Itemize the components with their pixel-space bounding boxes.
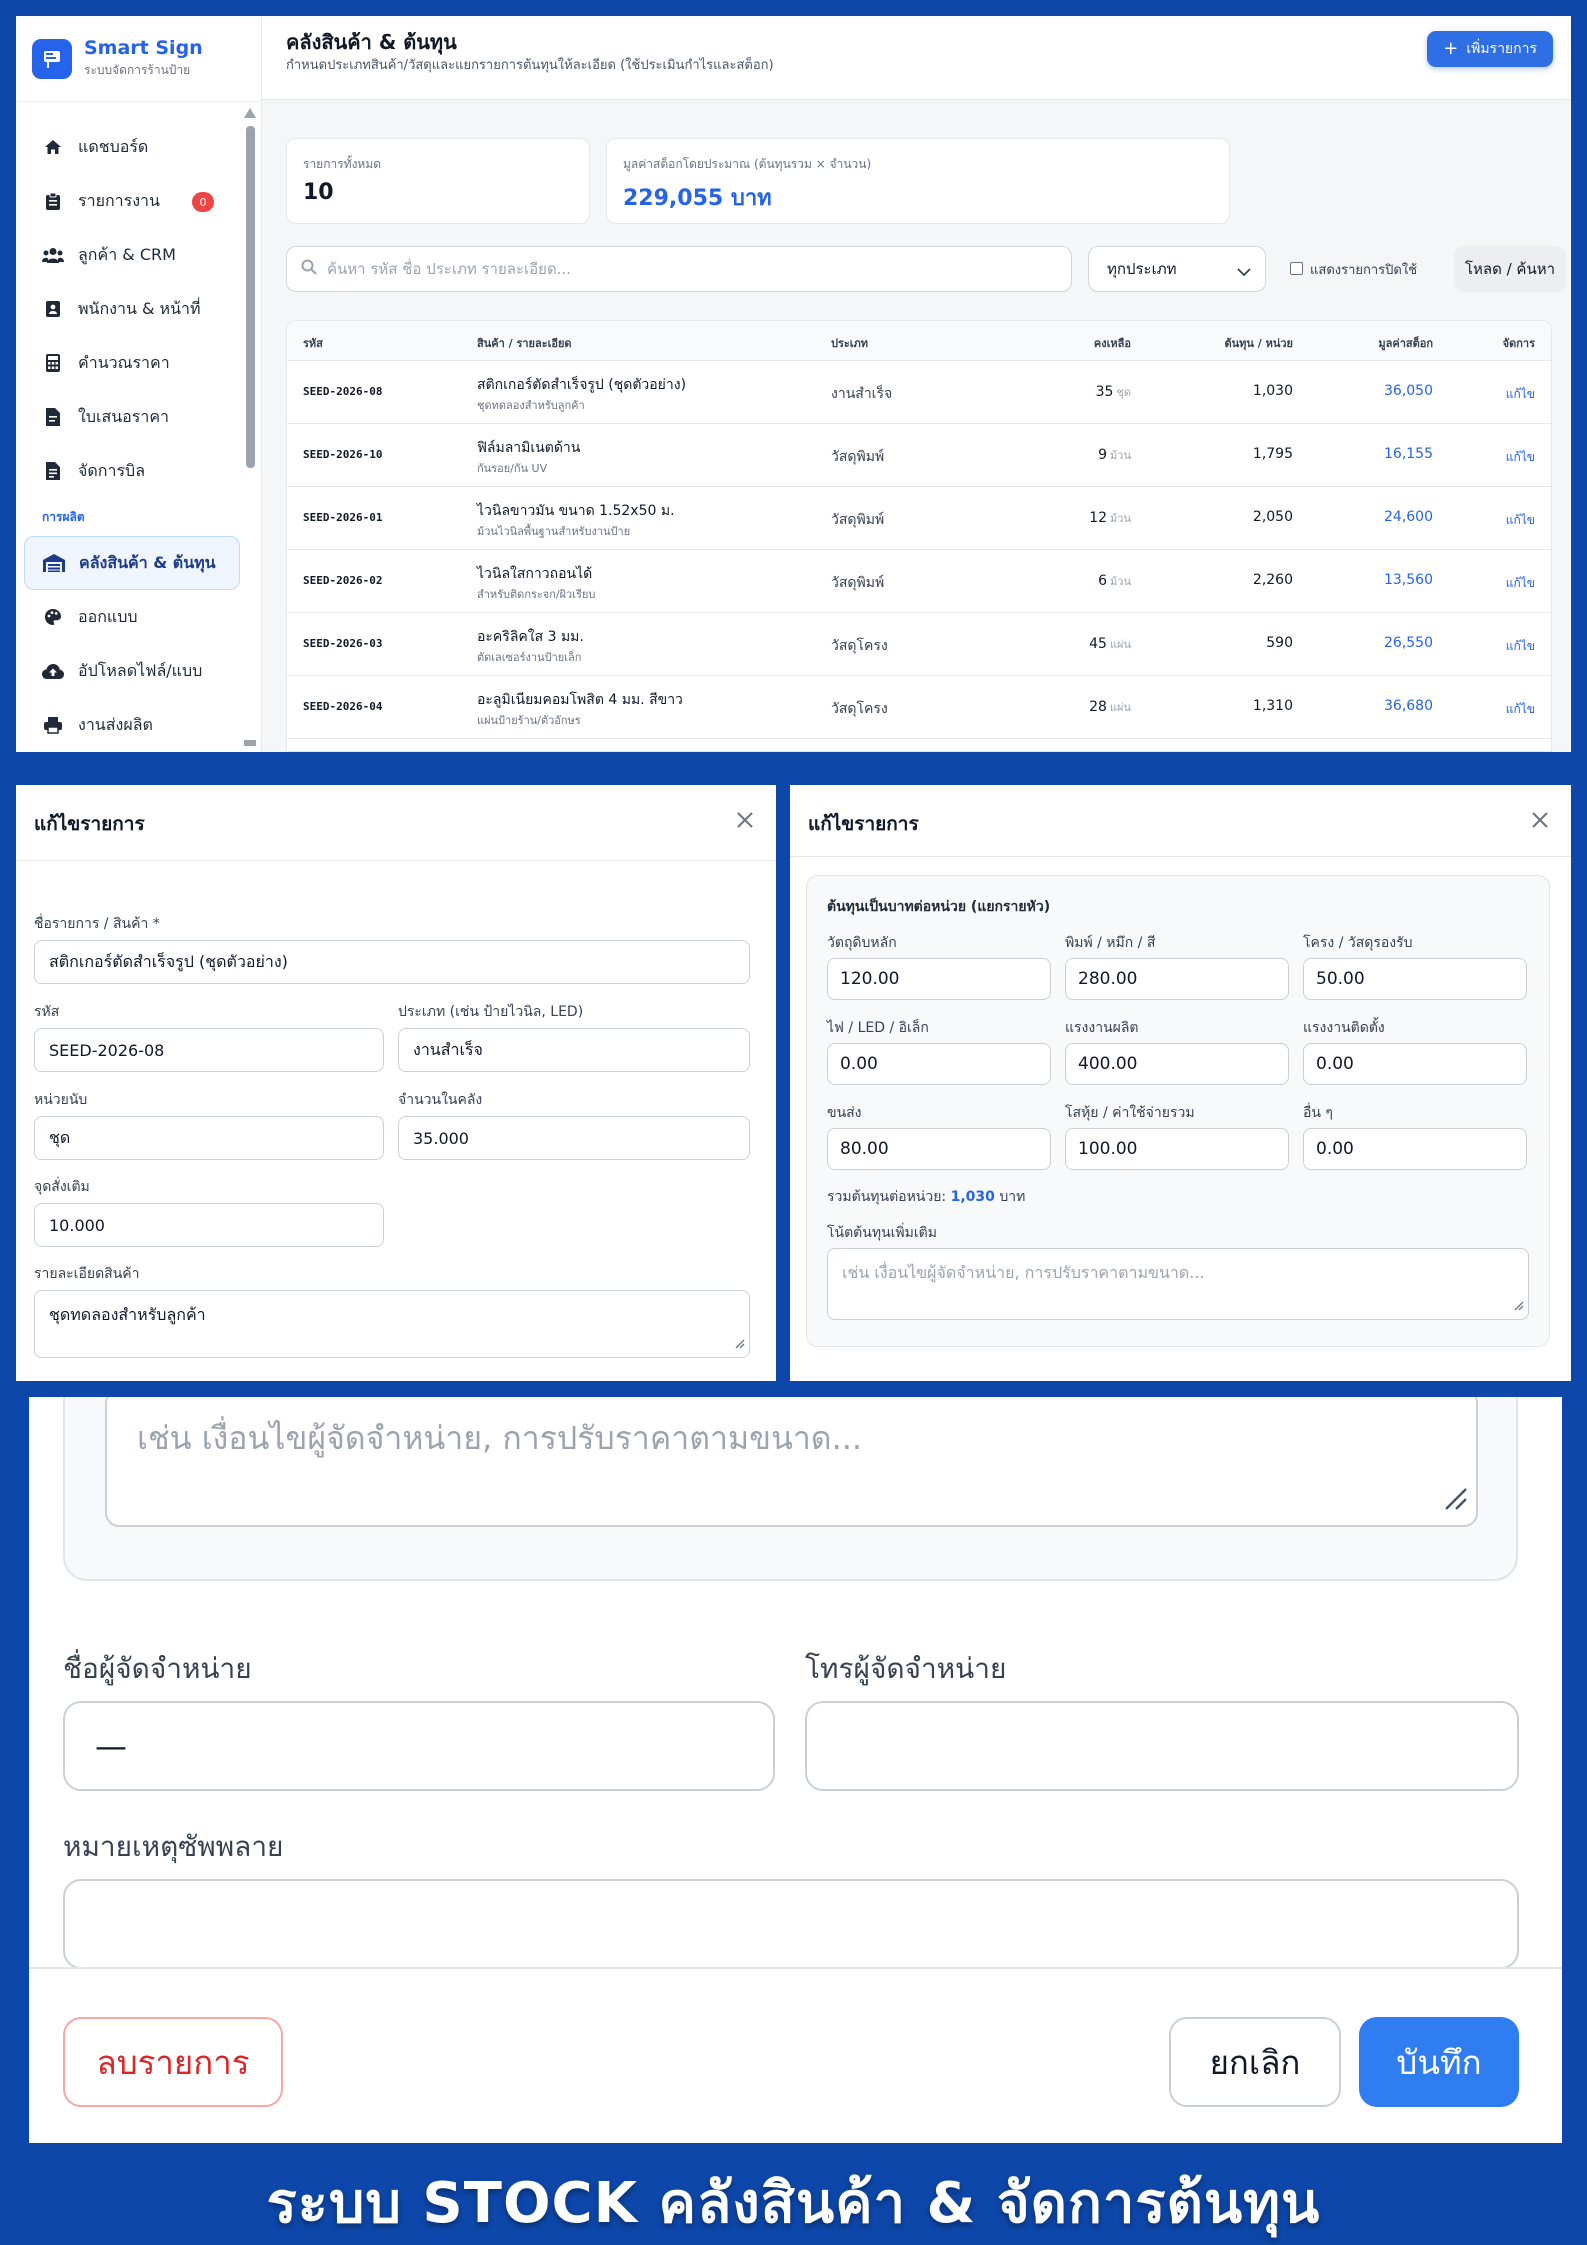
cost-overhead-label: โสหุ้ย / ค่าใช้จ่ายรวม (1065, 1105, 1195, 1121)
row-stock-value: 36,680 (1384, 698, 1433, 714)
bill-icon (42, 460, 64, 482)
cost-material-label: วัตถุดิบหลัก (827, 935, 897, 951)
stat-total-label: รายการทั้งหมด (303, 157, 382, 171)
page-header (262, 16, 1571, 100)
sidebar-item-design[interactable] (24, 590, 240, 644)
sidebar-item-label: คำนวณราคา (78, 352, 170, 372)
row-qty: 35 (1095, 384, 1114, 400)
table-header (287, 321, 1551, 361)
modal-header (16, 785, 776, 861)
row-qty: 28 (1089, 699, 1107, 715)
total-suffix: บาท (999, 1189, 1026, 1205)
row-remaining (1089, 509, 1131, 527)
sidebar-section-production: การผลิต (42, 509, 85, 524)
edit-cost-modal (790, 785, 1571, 1381)
supplier-remark-label: หมายเหตุซัพพลาย (63, 1830, 284, 1863)
row-qty: 9 (1098, 447, 1108, 463)
col-unit-cost: ต้นทุน / หน่วย (1224, 337, 1293, 350)
table-row (287, 550, 1551, 613)
scrollbar-thumb[interactable] (246, 126, 255, 468)
row-unit-cost: 2,050 (1252, 509, 1293, 525)
resize-grip-icon[interactable] (1442, 1481, 1468, 1519)
col-actions: จัดการ (1502, 337, 1535, 350)
col-code: รหัส (303, 337, 323, 350)
row-unit: ม้วน (1110, 449, 1131, 462)
row-remaining (1089, 698, 1131, 716)
supplier-remark-field[interactable] (63, 1879, 1519, 1969)
search-icon (301, 259, 317, 279)
sidebar-item-label: แดชบอร์ด (78, 136, 149, 156)
unit-label: หน่วยนับ (34, 1092, 88, 1108)
chevron-down-icon (1237, 263, 1251, 281)
scroll-up-arrow-icon[interactable] (244, 108, 256, 118)
row-remaining (1098, 446, 1131, 464)
sidebar-item-label: จัดการบิล (78, 460, 145, 480)
row-unit-cost: 1,030 (1252, 383, 1293, 399)
row-stock-value: 26,550 (1384, 635, 1433, 651)
row-edit-link[interactable]: แก้ไข (1505, 387, 1535, 401)
row-product-name: อะลูมิเนียมคอมโพสิต 4 มม. สีขาว (477, 692, 683, 708)
row-product-desc: ตัดเลเซอร์งานป้ายเล็ก (477, 651, 582, 664)
id-card-icon (42, 298, 64, 320)
table-row (287, 361, 1551, 424)
row-type: วัสดุโครง (831, 638, 888, 654)
cost-note-textarea-zoom[interactable] (105, 1397, 1478, 1527)
row-type: งานสำเร็จ (831, 386, 893, 402)
sidebar-item-calculator[interactable] (24, 336, 240, 390)
modal-title: แก้ไขรายการ (808, 813, 919, 835)
cost-labor-input[interactable]: 400.00 (1065, 1043, 1289, 1085)
table-row (287, 676, 1551, 739)
brand-subtitle: ระบบจัดการร้านป้าย (84, 63, 191, 77)
cost-note-label: โน้ตต้นทุนเพิ่มเติม (827, 1225, 937, 1241)
resize-grip-icon[interactable] (733, 1334, 745, 1353)
type-filter-select[interactable] (1088, 246, 1266, 292)
code-field[interactable]: SEED-2026-08 (34, 1028, 384, 1072)
row-unit: ชุด (1116, 386, 1131, 399)
sidebar-item-label: รายการงาน (78, 190, 160, 210)
page-title: คลังสินค้า & ต้นทุน (286, 30, 457, 54)
row-unit-cost: 2,260 (1252, 572, 1293, 588)
plus-icon: + (1443, 38, 1459, 59)
reload-search-button[interactable]: โหลด / ค้นหา (1454, 246, 1566, 292)
row-product-name: อะคริลิคใส 3 มม. (477, 629, 584, 645)
search-placeholder: ค้นหา รหัส ชื่อ ประเภท รายละเอียด... (327, 260, 571, 278)
cloud-upload-icon (42, 660, 64, 682)
row-edit-link[interactable]: แก้ไข (1505, 513, 1535, 527)
warehouse-icon (43, 552, 65, 574)
sidebar-nav (24, 120, 240, 752)
search-input[interactable] (286, 246, 1072, 292)
type-filter-value: ทุกประเภท (1107, 260, 1177, 278)
row-code: SEED-2026-03 (303, 637, 383, 650)
sidebar-item-production-jobs[interactable] (24, 698, 240, 752)
users-icon (42, 244, 64, 266)
close-icon[interactable] (1531, 811, 1549, 833)
page-subtitle: กำหนดประเภทสินค้า/วัสดุและแยกรายการต้นทุนให้ละเอียด (ใช้ประเมินกำไรและสต็อก) (286, 58, 774, 73)
row-edit-link[interactable]: แก้ไข (1505, 702, 1535, 716)
scroll-down-arrow-icon[interactable] (244, 740, 256, 746)
row-code: SEED-2026-10 (303, 448, 383, 461)
row-remaining (1098, 572, 1131, 590)
row-qty: 12 (1089, 510, 1108, 526)
sidebar-scrollbar[interactable] (244, 108, 256, 748)
row-stock-value: 36,050 (1384, 383, 1433, 399)
modal-title: แก้ไขรายการ (34, 813, 145, 835)
cancel-button[interactable]: ยกเลิก (1169, 2017, 1341, 2107)
sidebar-item-label: ออกแบบ (78, 606, 138, 626)
sign-logo-icon (32, 39, 72, 79)
row-unit-cost: 590 (1266, 635, 1293, 651)
sidebar-item-upload[interactable] (24, 644, 240, 698)
row-code: SEED-2026-01 (303, 511, 383, 524)
cost-breakdown-box (806, 875, 1550, 1347)
calculator-icon (42, 352, 64, 374)
quantity-label: จำนวนในคลัง (398, 1092, 483, 1108)
row-type: วัสดุพิมพ์ (831, 575, 885, 591)
stat-total-items (286, 138, 590, 224)
cost-overhead-input[interactable]: 100.00 (1065, 1128, 1289, 1170)
row-code: SEED-2026-02 (303, 574, 383, 587)
cost-frame-input[interactable]: 50.00 (1303, 958, 1527, 1000)
cost-note-placeholder-zoom: เช่น เงื่อนไขผู้จัดจำหน่าย, การปรับราคาตามขนาด... (137, 1419, 863, 1457)
name-label: ชื่อรายการ / สินค้า * (34, 916, 160, 932)
row-qty: 45 (1089, 636, 1107, 652)
add-item-label: เพิ่มรายการ (1466, 41, 1537, 57)
sidebar-item-jobs[interactable] (24, 174, 240, 228)
type-field[interactable]: งานสำเร็จ (398, 1028, 750, 1072)
cost-other-input[interactable]: 0.00 (1303, 1128, 1527, 1170)
row-stock-value: 16,155 (1384, 446, 1433, 462)
inventory-table (286, 320, 1552, 752)
row-qty: 6 (1098, 573, 1108, 589)
sidebar-item-label: งานส่งผลิต (78, 714, 153, 734)
home-icon (42, 136, 64, 158)
cost-breakdown-box-zoom (63, 1397, 1518, 1581)
detail-textarea[interactable] (34, 1290, 750, 1358)
main-content (262, 16, 1571, 752)
row-product-desc: กันรอย/กัน UV (477, 462, 548, 475)
row-edit-link[interactable]: แก้ไข (1505, 450, 1535, 464)
row-code: SEED-2026-08 (303, 385, 383, 398)
reorder-label: จุดสั่งเติม (34, 1179, 90, 1195)
row-edit-link[interactable]: แก้ไข (1505, 576, 1535, 590)
sidebar-item-label: พนักงาน & หน้าที่ (78, 298, 201, 318)
row-product-desc: แผ่นป้ายร้าน/ตัวอักษร (477, 714, 581, 727)
unit-cost-total (827, 1186, 1025, 1208)
brand-name: Smart Sign (84, 37, 203, 59)
cost-note-placeholder: เช่น เงื่อนไขผู้จัดจำหน่าย, การปรับราคาตามขนาด... (842, 1263, 1205, 1282)
supplier-name-field[interactable]: — (63, 1701, 775, 1791)
sidebar-item-label: ใบเสนอราคา (78, 406, 170, 426)
row-unit-cost: 1,310 (1252, 698, 1293, 714)
type-label: ประเภท (เช่น ป้ายไวนิล, LED) (398, 1004, 584, 1020)
table-row (287, 613, 1551, 676)
sidebar-item-staff[interactable] (24, 282, 240, 336)
sidebar-item-bills[interactable] (24, 444, 240, 498)
cost-electric-input[interactable]: 0.00 (827, 1043, 1051, 1085)
cost-note-textarea[interactable] (827, 1248, 1529, 1320)
supplier-name-label: ชื่อผู้จัดจำหน่าย (63, 1652, 252, 1685)
row-product-desc: ม้วนไวนิลพื้นฐานสำหรับงานป้าย (477, 525, 631, 538)
row-unit-cost: 1,795 (1252, 446, 1293, 462)
row-unit: แผ่น (1109, 638, 1131, 651)
row-type: วัสดุพิมพ์ (831, 449, 885, 465)
edit-item-modal (16, 785, 776, 1381)
sidebar-item-label: ลูกค้า & CRM (78, 244, 176, 264)
brand[interactable] (16, 16, 261, 102)
show-disabled-label: แสดงรายการปิดใช้ (1310, 263, 1418, 278)
row-remaining (1096, 383, 1131, 401)
detail-text: ชุดทดลองสำหรับลูกค้า (49, 1305, 206, 1324)
sidebar-item-customers[interactable] (24, 228, 240, 282)
row-unit: ม้วน (1110, 575, 1131, 588)
detail-label: รายละเอียดสินค้า (34, 1266, 140, 1282)
sidebar-item-label: คลังสินค้า & ต้นทุน (79, 552, 216, 572)
sidebar (16, 16, 262, 752)
reorder-field[interactable]: 10.000 (34, 1203, 384, 1247)
col-stock-value: มูลค่าสต็อก (1378, 337, 1433, 350)
sidebar-item-dashboard[interactable] (24, 120, 240, 174)
delete-item-button[interactable]: ลบรายการ (63, 2017, 283, 2107)
row-type: วัสดุพิมพ์ (831, 512, 885, 528)
cost-print-label: พิมพ์ / หมึก / สี (1065, 935, 1156, 951)
row-code: SEED-2026-04 (303, 700, 383, 713)
cost-electric-label: ไฟ / LED / อิเล็ก (827, 1020, 929, 1036)
unit-field[interactable]: ชุด (34, 1116, 384, 1160)
cost-shipping-label: ขนส่ง (827, 1105, 862, 1121)
inventory-app-window (16, 16, 1571, 752)
row-stock-value: 13,560 (1384, 572, 1433, 588)
show-disabled-checkbox[interactable] (1290, 262, 1303, 275)
table-body (287, 361, 1551, 739)
footer-divider (29, 1967, 1562, 1969)
close-icon[interactable] (736, 811, 754, 833)
table-row (287, 487, 1551, 550)
clipboard-icon (42, 190, 64, 212)
supplier-phone-label: โทรผู้จัดจำหน่าย (805, 1652, 1007, 1685)
invoice-icon (42, 406, 64, 428)
cost-material-input[interactable]: 120.00 (827, 958, 1051, 1000)
sidebar-item-quotations[interactable] (24, 390, 240, 444)
name-field[interactable]: สติกเกอร์ตัดสำเร็จรูป (ชุดตัวอย่าง) (34, 940, 750, 984)
table-row (287, 424, 1551, 487)
row-product-desc: สำหรับติดกระจก/ผิวเรียบ (477, 588, 596, 601)
stat-stock-label: มูลค่าสต็อกโดยประมาณ (ต้นทุนรวม × จำนวน) (623, 157, 872, 171)
sidebar-item-inventory[interactable] (24, 536, 240, 590)
col-product: สินค้า / รายละเอียด (477, 337, 572, 350)
palette-icon (42, 606, 64, 628)
row-edit-link[interactable]: แก้ไข (1505, 639, 1535, 653)
cost-install-input[interactable]: 0.00 (1303, 1043, 1527, 1085)
code-label: รหัส (34, 1004, 60, 1020)
cost-frame-label: โครง / วัสดุรองรับ (1303, 935, 1413, 951)
stat-stock-value (606, 138, 1230, 224)
printer-icon (42, 714, 64, 736)
supplier-phone-field[interactable] (805, 1701, 1519, 1791)
stat-stock-amount: 229,055 บาท (623, 186, 772, 211)
sidebar-item-label: อัปโหลดไฟล์/แบบ (78, 660, 203, 680)
cost-install-label: แรงงานติดตั้ง (1303, 1020, 1385, 1036)
save-button[interactable]: บันทึก (1359, 2017, 1519, 2107)
row-product-desc: ชุดทดลองสำหรับลูกค้า (477, 399, 585, 412)
row-product-name: ไวนิลขาวมัน ขนาด 1.52x50 ม. (477, 503, 675, 519)
col-type: ประเภท (831, 337, 869, 350)
cost-print-input[interactable]: 280.00 (1065, 958, 1289, 1000)
cost-other-label: อื่น ๆ (1303, 1105, 1333, 1121)
edit-modal-footer-zoom (29, 1397, 1562, 2143)
row-product-name: ฟิล์มลามิเนตด้าน (477, 440, 581, 456)
col-remaining: คงเหลือ (1093, 337, 1131, 350)
row-unit: ม้วน (1110, 512, 1131, 525)
row-remaining (1089, 635, 1131, 653)
jobs-count-badge: 0 (192, 192, 214, 212)
promo-caption: ระบบ STOCK คลังสินค้า & จัดการต้นทุน (266, 2171, 1321, 2236)
modal-header (790, 785, 1571, 857)
row-type: วัสดุโครง (831, 701, 888, 717)
row-product-name: ไวนิลใสกาวถอนได้ (477, 566, 593, 582)
cost-box-title: ต้นทุนเป็นบาทต่อหน่วย (แยกรายหัว) (827, 899, 1051, 915)
stat-total-value: 10 (303, 180, 334, 205)
total-prefix: รวมต้นทุนต่อหน่วย: (827, 1189, 947, 1205)
cost-labor-label: แรงงานผลิต (1065, 1020, 1139, 1036)
resize-grip-icon[interactable] (1512, 1296, 1524, 1315)
row-unit: แผ่น (1109, 701, 1131, 714)
row-product-name: สติกเกอร์ตัดสำเร็จรูป (ชุดตัวอย่าง) (477, 377, 687, 393)
cost-shipping-input[interactable]: 80.00 (827, 1128, 1051, 1170)
row-stock-value: 24,600 (1384, 509, 1433, 525)
total-value: 1,030 (950, 1189, 995, 1205)
add-item-button[interactable] (1427, 31, 1553, 67)
quantity-field[interactable]: 35.000 (398, 1116, 750, 1160)
